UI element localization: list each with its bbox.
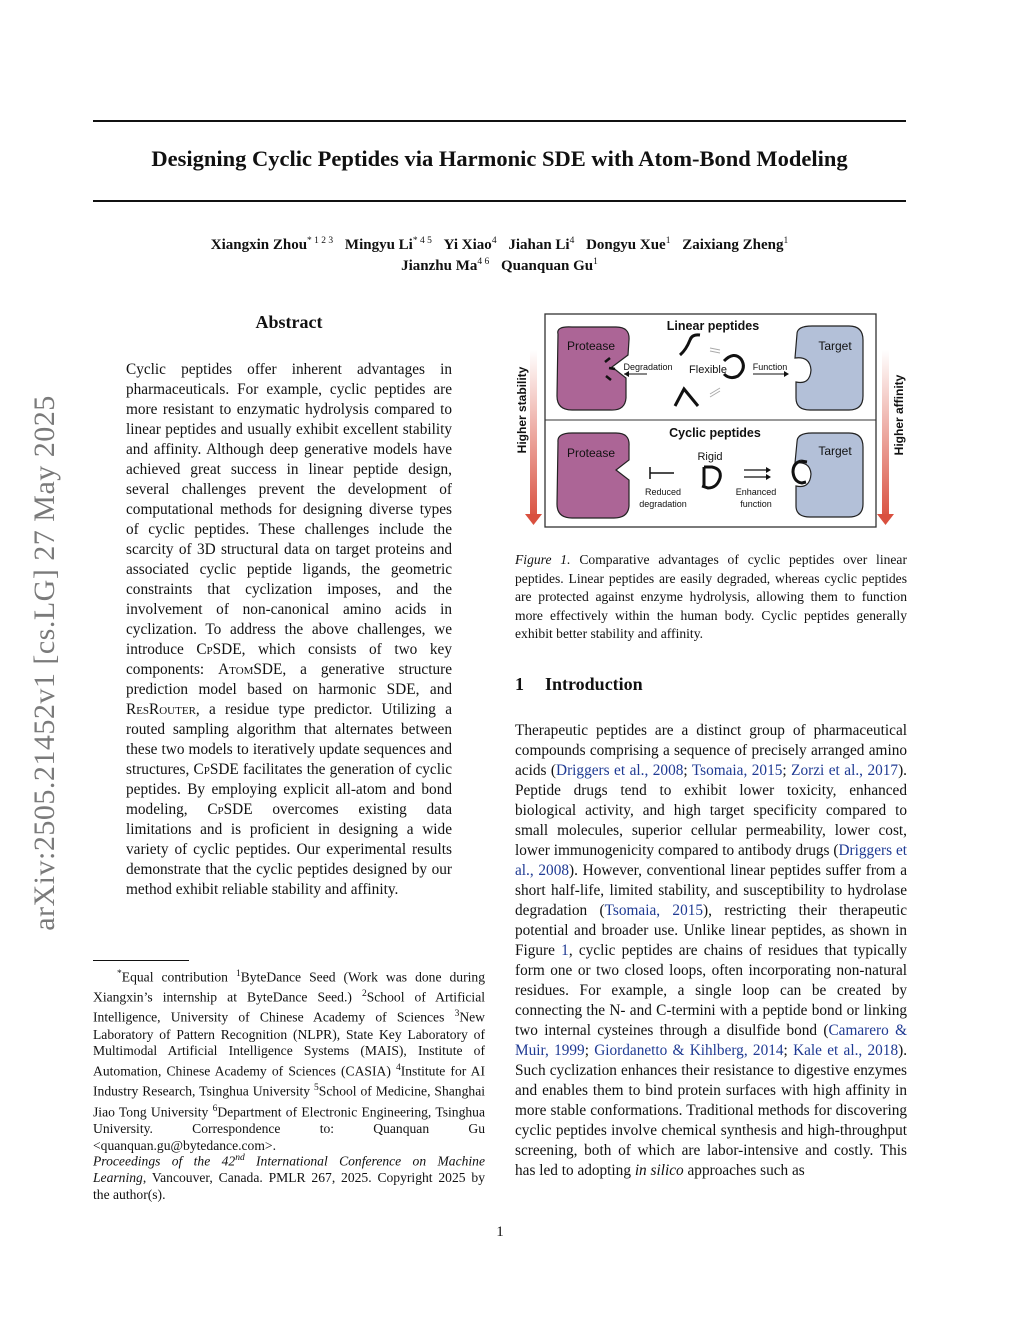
function-label: Function <box>752 362 788 372</box>
citation-link[interactable]: Giordanetto & Kihlberg, 2014 <box>594 1042 784 1059</box>
section-heading: 1 Introduction <box>515 674 643 694</box>
linear-peptide-lower <box>675 389 698 406</box>
higher-affinity-label: Higher affinity <box>892 374 906 456</box>
author: Zaixiang Zheng$^1$ <box>682 236 789 253</box>
arrowhead <box>766 474 771 480</box>
linear-peptide-upper <box>680 335 700 355</box>
figure-caption: Figure 1. Comparative advantages of cyclic peptides over linear peptides. Linear peptides are easily degraded, whereas cyclic peptides are protected against enzyme hydrolysis, allowing them to function more effectively within the human body. Cyclic peptides generally exhibit better stability and affinity. <box>515 552 907 641</box>
target-label: Target <box>818 444 852 458</box>
figure-reference-link[interactable]: 1 <box>561 942 569 959</box>
citation-link[interactable]: Kale et al., 2018 <box>793 1042 899 1059</box>
citation-link[interactable]: Driggers et al., 2008 <box>556 762 684 779</box>
author: Dongyu Xue$^1$ <box>586 236 671 253</box>
author-line-1 <box>93 236 906 254</box>
protease-label: Protease <box>566 339 616 353</box>
reduced-label: Reduced <box>644 487 682 497</box>
rigid-label: Rigid <box>697 451 723 463</box>
flexible-label: Flexible <box>689 364 727 376</box>
citation-link[interactable]: Tsomaia, 2015 <box>604 902 704 919</box>
top-rule <box>93 120 906 122</box>
abstract-text: Cyclic peptides offer inherent advantages in pharmaceuticals. For example, cyclic peptides are more resistant to enzymatic hydrolysis compared to linear peptides and usually exhibit excellent stability and affinity. Although deep generative models have achieved great success in linear peptide design, several challenges prevent the development of computational methods for designing diverse types of cyclic peptides. These challenges include the scarcity of 3D structural data on target proteins and associated cyclic peptide ligands, the geometric constraints that cyclization imposes, and the involvement of non-canonical amino acids in cyclization. To address the above challenges, we introduce CpSDE, which consists of two key components: AtomSDE, a generative structure prediction model based on harmonic SDE, and ResRouter, a residue type predictor. Utilizing a routed sampling algorithm that alternates between these two models to iteratively update sequences and structures, CpSDE facilitates the generation of cyclic peptides. By employing explicit all-atom and bond modeling, CpSDE overcomes existing data limitations and is proficient in designing a wide variety of cyclic peptides. Our experimental results demonstrate that the cyclic peptides designed by our method exhibit reliable stability and affinity. <box>126 361 452 898</box>
enhanced-function-arrows <box>744 470 768 477</box>
citation-link[interactable]: Zorzi et al., 2017 <box>791 762 899 779</box>
method-name: CpSDE <box>196 641 242 658</box>
cyclic-peptides-title: Cyclic peptides <box>669 426 761 440</box>
component-name: ResRouter <box>126 701 196 718</box>
figure-1 <box>512 310 907 530</box>
protease-label: Protease <box>566 446 616 460</box>
page-number: 1 <box>496 1224 504 1240</box>
cyclic-peptide <box>702 467 720 488</box>
author: Xiangxin Zhou$^{* 1 2 3}$ <box>210 236 334 253</box>
author: Mingyu $Li^{* 4 5}$ <box>344 236 432 253</box>
footnote-rule <box>93 960 189 961</box>
enhanced-label: Enhanced <box>735 487 777 497</box>
arrowhead <box>766 467 771 473</box>
proceedings-footnote: Proceedings of the 42nd International Conference on Machine Learning, Vancouver, Canada. PMLR 267, 2025. Copyright 2025 by the author(s). <box>93 1153 486 1202</box>
degradation-label: Degradation <box>623 362 673 372</box>
author: Quanquan Gu$^1$ <box>501 257 598 274</box>
arxiv-identifier[interactable]: arXiv:2505.21452v1 [cs.LG] 27 May 2025 <box>28 395 61 931</box>
title-bottom-rule <box>93 200 906 202</box>
linear-peptides-title: Linear peptides <box>666 319 760 333</box>
citation-link[interactable]: Camarero & Muir, 1999 <box>515 1022 907 1059</box>
arrow-head <box>877 514 894 525</box>
higher-stability-label: Higher stability <box>515 366 529 454</box>
introduction-text: Therapeutic peptides are a distinct group of pharmaceutical compounds comprising a sequence of precisely arranged amino acids (Driggers et al., 2008; Tsomaia, 2015; Zorzi et al., 2017). Peptide drugs tend to exhibit lower toxicity, enhanced biological activity, and high target specificity compared to small molecules, superior cellular permeability, lower cost, lower immunogenicity compared to antibody drugs (Driggers et al., 2008). However, conventional linear peptides suffer from a short half-life, limited stability, and susceptibility to hydrolase degradation (Tsomaia, 2015), restricting their therapeutic potential and broader use. Unlike linear peptides, as shown in Figure 1, cyclic peptides are chains of residues that typically form one or two closed loops, often incorporating non-natural residues. For example, a single loop can be created by connecting the N- and C-termini with a peptide bond or linking two internal cysteines through a disulfide bond (Camarero & Muir, 1999; Giordanetto & Kihlberg, 2014; Kale et al., 2018). Such cyclization enhances their resistance to digestive enzymes and enables them to bind protein surfaces with high affinity in more stable conformations. Traditional methods for discovering cyclic peptides involve chemical synthesis and high-throughput screening, both of which are labor-intensive and costly. This has led to adopting in silico approaches such as <box>515 722 908 1179</box>
citation-link[interactable]: Driggers et al., 2008 <box>515 842 907 879</box>
method-name: CpSDE <box>207 801 253 818</box>
target-label: Target <box>818 339 852 353</box>
paper-title: Designing Cyclic Peptides via Harmonic SDE with Atom-Bond Modeling <box>151 146 848 171</box>
citation-link[interactable]: Tsomaia, 2015 <box>691 762 783 779</box>
degradation-sublabel: degradation <box>639 499 687 509</box>
method-name: CpSDE <box>193 761 239 778</box>
author-line-2 <box>93 257 906 275</box>
author: Jianzhu $Ma^{4 6}$ <box>401 257 490 274</box>
author: Yi Xiao$^4$ <box>443 236 497 253</box>
function-sublabel: function <box>740 499 772 509</box>
blocked-degradation-symbol <box>650 467 674 479</box>
component-name: AtomSDE <box>218 661 283 678</box>
affiliation-footnote: *Equal contribution $^1$ByteDance Seed (Work was done during Xiangxin’s internship at ByteDance Seed.) $^2$School of Artificial Intelligence, University of Chinese Academy of Sciences $^3$New Laboratory of Pattern Recognition (NLPR), State Key Laboratory of Multimodal Artificial Intelligence Systems (MAIS), Institute of Automation, Chinese Academy of Sciences (CASIA) $^4$Institute for AI Industry Research, Tsinghua University $^5$School of Medicine, Shanghai Jiao Tong University $^6$Department of Electronic Engineering, Tsinghua University. Correspondence to: Quanquan Gu <quanquan.gu@bytedance.com>. <box>93 969 486 1153</box>
arrow-head <box>525 514 542 525</box>
abstract-heading: Abstract <box>255 312 323 332</box>
caption-label: Figure 1. <box>515 552 571 567</box>
author: Jiahan Li$^4$ <box>508 236 575 253</box>
